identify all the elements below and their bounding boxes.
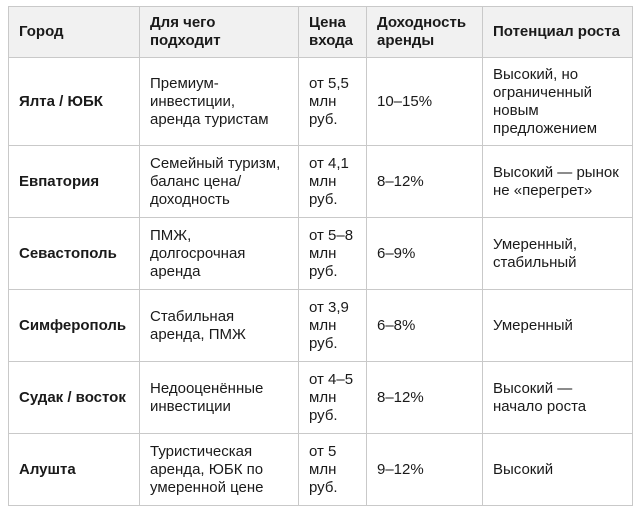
cell-rental-yield: 9–12%: [367, 434, 483, 506]
table-row: [9, 434, 633, 506]
cell-rental-yield: 10–15%: [367, 58, 483, 146]
cell-entry-price: от 5,5 млн руб.: [299, 58, 367, 146]
cell-growth-potential: Высокий: [483, 434, 633, 506]
cell-city: Ялта / ЮБК: [9, 58, 140, 146]
cell-rental-yield: 8–12%: [367, 146, 483, 218]
cell-purpose: Премиум-инвестиции, аренда туристам: [140, 58, 299, 146]
cell-city: Севастополь: [9, 218, 140, 290]
header-rental-yield: Доходность аренды: [367, 7, 483, 58]
cell-entry-price: от 5–8 млн руб.: [299, 218, 367, 290]
header-city: Город: [9, 7, 140, 58]
cell-purpose: Семейный туризм, баланс цена/доходность: [140, 146, 299, 218]
cell-entry-price: от 4–5 млн руб.: [299, 362, 367, 434]
table-row: [9, 146, 633, 218]
cell-rental-yield: 8–12%: [367, 362, 483, 434]
header-entry-price: Цена входа: [299, 7, 367, 58]
header-purpose: Для чего подходит: [140, 7, 299, 58]
table-row: [9, 58, 633, 146]
header-growth-potential: Потенциал роста: [483, 7, 633, 58]
crimea-cities-comparison-table: [8, 6, 633, 506]
cell-growth-potential: Высокий, но ограниченный новым предложением: [483, 58, 633, 146]
cell-entry-price: от 5 млн руб.: [299, 434, 367, 506]
table-row: [9, 290, 633, 362]
cell-purpose: Недооценённые инвестиции: [140, 362, 299, 434]
table-row: [9, 362, 633, 434]
cell-growth-potential: Умеренный, стабильный: [483, 218, 633, 290]
comparison-table-container: [8, 6, 632, 506]
cell-rental-yield: 6–8%: [367, 290, 483, 362]
cell-purpose: Туристическая аренда, ЮБК по умеренной цене: [140, 434, 299, 506]
table-header-row: [9, 7, 633, 58]
cell-growth-potential: Высокий — рынок не «перегрет»: [483, 146, 633, 218]
table-row: [9, 218, 633, 290]
cell-entry-price: от 4,1 млн руб.: [299, 146, 367, 218]
cell-purpose: ПМЖ, долгосрочная аренда: [140, 218, 299, 290]
cell-rental-yield: 6–9%: [367, 218, 483, 290]
cell-city: Судак / восток: [9, 362, 140, 434]
cell-entry-price: от 3,9 млн руб.: [299, 290, 367, 362]
cell-growth-potential: Умеренный: [483, 290, 633, 362]
cell-purpose: Стабильная аренда, ПМЖ: [140, 290, 299, 362]
cell-city: Алушта: [9, 434, 140, 506]
cell-growth-potential: Высокий — начало роста: [483, 362, 633, 434]
cell-city: Евпатория: [9, 146, 140, 218]
cell-city: Симферополь: [9, 290, 140, 362]
